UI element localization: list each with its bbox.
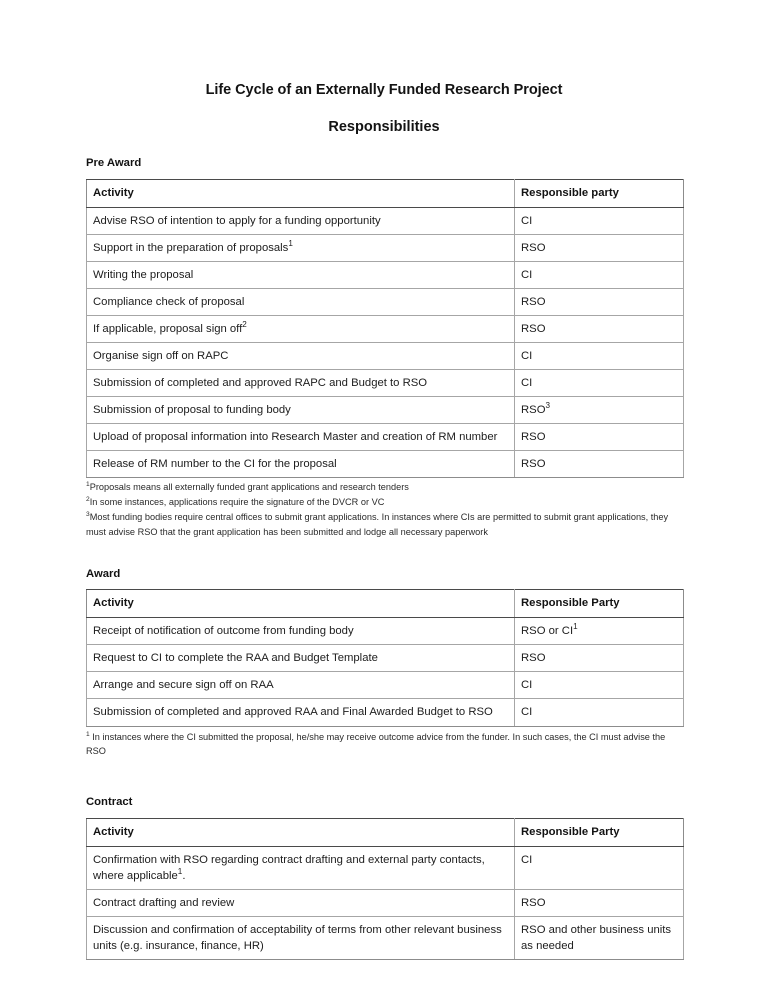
cell-activity	[87, 369, 515, 396]
cell-responsible-party	[515, 618, 684, 645]
pre-award-table-body	[87, 207, 684, 477]
footnote-marker: 2	[242, 320, 247, 330]
cell-responsible-party	[515, 846, 684, 889]
activity-text: Compliance check of proposal	[93, 295, 245, 308]
activity-text: Release of RM number to the CI for the proposal	[93, 458, 337, 471]
award-footnotes	[86, 727, 683, 759]
table-header-row	[87, 179, 684, 207]
cell-activity	[87, 234, 515, 261]
footnote-text: In instances where the CI submitted the proposal, he/she may receive outcome advice from the funder. In such cases, the CI must advise the RSO	[86, 731, 666, 756]
cell-responsible-party	[515, 916, 684, 959]
table-row	[87, 916, 684, 959]
column-header-activity: Activity	[87, 590, 515, 618]
party-text: RSO	[521, 458, 546, 471]
cell-activity	[87, 618, 515, 645]
table-row	[87, 846, 684, 889]
party-text: CI	[521, 349, 533, 362]
party-text: CI	[521, 214, 533, 227]
table-row	[87, 396, 684, 423]
document-title: Life Cycle of an Externally Funded Research Project	[205, 82, 563, 98]
party-text: RSO	[521, 652, 546, 665]
table-row	[87, 342, 684, 369]
activity-text: Submission of proposal to funding body	[93, 403, 291, 416]
table-row	[87, 315, 684, 342]
footnote-item	[86, 480, 683, 495]
party-text: RSO	[521, 241, 546, 254]
footnote-marker: 3	[86, 510, 90, 518]
cell-responsible-party	[515, 451, 684, 478]
cell-activity	[87, 207, 515, 234]
party-text: RSO	[521, 322, 546, 335]
table-row	[87, 261, 684, 288]
cell-responsible-party	[515, 889, 684, 916]
activity-text-suffix: .	[182, 869, 186, 882]
column-header-activity: Activity	[87, 818, 515, 846]
table-header-row	[87, 590, 684, 618]
party-text: RSO or CI	[521, 625, 574, 638]
table-row	[87, 234, 684, 261]
activity-text: If applicable, proposal sign off	[93, 322, 243, 335]
table-row	[87, 672, 684, 699]
award-table	[86, 589, 684, 726]
cell-activity	[87, 672, 515, 699]
table-header-row	[87, 818, 684, 846]
cell-activity	[87, 315, 515, 342]
footnote-marker: 1	[288, 239, 293, 248]
table-row	[87, 699, 684, 726]
cell-responsible-party	[515, 315, 684, 342]
table-row	[87, 207, 684, 234]
activity-text: Submission of completed and approved RAPC and Budget to RSO	[93, 376, 428, 389]
table-row	[87, 369, 684, 396]
cell-responsible-party	[515, 396, 684, 423]
activity-text: Writing the proposal	[93, 268, 194, 281]
activity-text: Contract drafting and review	[93, 896, 235, 909]
cell-activity	[87, 451, 515, 478]
footnote-marker: 1	[86, 730, 90, 738]
section-heading-award: Award	[86, 567, 121, 580]
cell-activity	[87, 396, 515, 423]
document-subtitle: Responsibilities	[328, 119, 440, 136]
footnote-marker: 3	[545, 401, 551, 411]
party-text: RSO	[521, 896, 546, 909]
cell-responsible-party	[515, 207, 684, 234]
contract-table	[86, 818, 684, 960]
party-text: RSO	[521, 403, 546, 416]
cell-activity	[87, 342, 515, 369]
cell-activity	[87, 645, 515, 672]
table-row	[87, 451, 684, 478]
footnote-marker: 2	[86, 495, 90, 503]
cell-activity	[87, 699, 515, 726]
cell-activity	[87, 261, 515, 288]
activity-text: Request to CI to complete the RAA and Budget Template	[93, 652, 378, 665]
cell-responsible-party	[515, 234, 684, 261]
activity-text: Arrange and secure sign off on RAA	[93, 679, 274, 692]
pre-award-footnotes	[86, 478, 683, 540]
party-text: CI	[521, 706, 533, 719]
activity-text: Upload of proposal information into Research Master and creation of RM number	[93, 430, 498, 443]
party-text: CI	[521, 268, 533, 281]
cell-activity	[87, 423, 515, 450]
activity-text: Discussion and confirmation of acceptability of terms from other relevant business units (e.g. insurance, finance, HR)	[93, 923, 502, 952]
footnote-text: Most funding bodies require central offices to submit grant applications. In instances where CIs are permitted to submit grant applications, they must advise RSO that the grant application has been submitted and lodge all necessary paperwork	[86, 511, 669, 537]
table-row	[87, 423, 684, 450]
footnote-marker: 1	[86, 480, 90, 488]
footnote-item	[86, 495, 683, 510]
pre-award-table	[86, 179, 684, 478]
column-header-responsible-party: Responsible Party	[515, 590, 684, 618]
cell-responsible-party	[515, 261, 684, 288]
table-row	[87, 288, 684, 315]
cell-activity	[87, 916, 515, 959]
column-header-responsible-party: Responsible Party	[515, 818, 684, 846]
cell-activity	[87, 889, 515, 916]
cell-responsible-party	[515, 645, 684, 672]
section-heading-contract: Contract	[86, 796, 133, 808]
column-header-responsible-party: Responsible party	[515, 179, 684, 207]
footnote-marker: 1	[177, 866, 183, 876]
activity-text: Organise sign off on RAPC	[93, 349, 229, 362]
table-row	[87, 889, 684, 916]
footnote-item	[86, 730, 683, 759]
party-text: RSO	[521, 295, 546, 308]
cell-responsible-party	[515, 423, 684, 450]
footnote-text: Proposals means all externally funded grant applications and research tenders	[89, 482, 409, 493]
table-row	[87, 645, 684, 672]
activity-text: Support in the preparation of proposals	[93, 241, 289, 254]
footnote-marker: 1	[573, 622, 578, 632]
column-header-activity: Activity	[87, 179, 515, 207]
cell-responsible-party	[515, 672, 684, 699]
cell-responsible-party	[515, 699, 684, 726]
footnote-text: In some instances, applications require the signature of the DVCR or VC	[89, 496, 385, 507]
cell-responsible-party	[515, 369, 684, 396]
party-text: CI	[521, 376, 533, 389]
activity-text: Submission of completed and approved RAA and Final Awarded Budget to RSO	[93, 706, 493, 719]
contract-table-body	[87, 846, 684, 959]
activity-text: Receipt of notification of outcome from funding body	[93, 625, 354, 638]
table-row	[87, 618, 684, 645]
cell-activity	[87, 288, 515, 315]
cell-responsible-party	[515, 342, 684, 369]
cell-responsible-party	[515, 288, 684, 315]
cell-activity	[87, 846, 515, 889]
footnote-item	[86, 510, 683, 540]
party-text: RSO	[521, 430, 546, 443]
party-text: RSO and other business units as needed	[521, 923, 672, 952]
party-text: CI	[521, 679, 533, 692]
activity-text: Confirmation with RSO regarding contract drafting and external party contacts, where applicable	[93, 853, 485, 882]
activity-text: Advise RSO of intention to apply for a funding opportunity	[93, 214, 381, 227]
award-table-body	[87, 618, 684, 726]
party-text: CI	[521, 853, 533, 866]
section-heading-pre-award: Pre Award	[86, 157, 142, 170]
